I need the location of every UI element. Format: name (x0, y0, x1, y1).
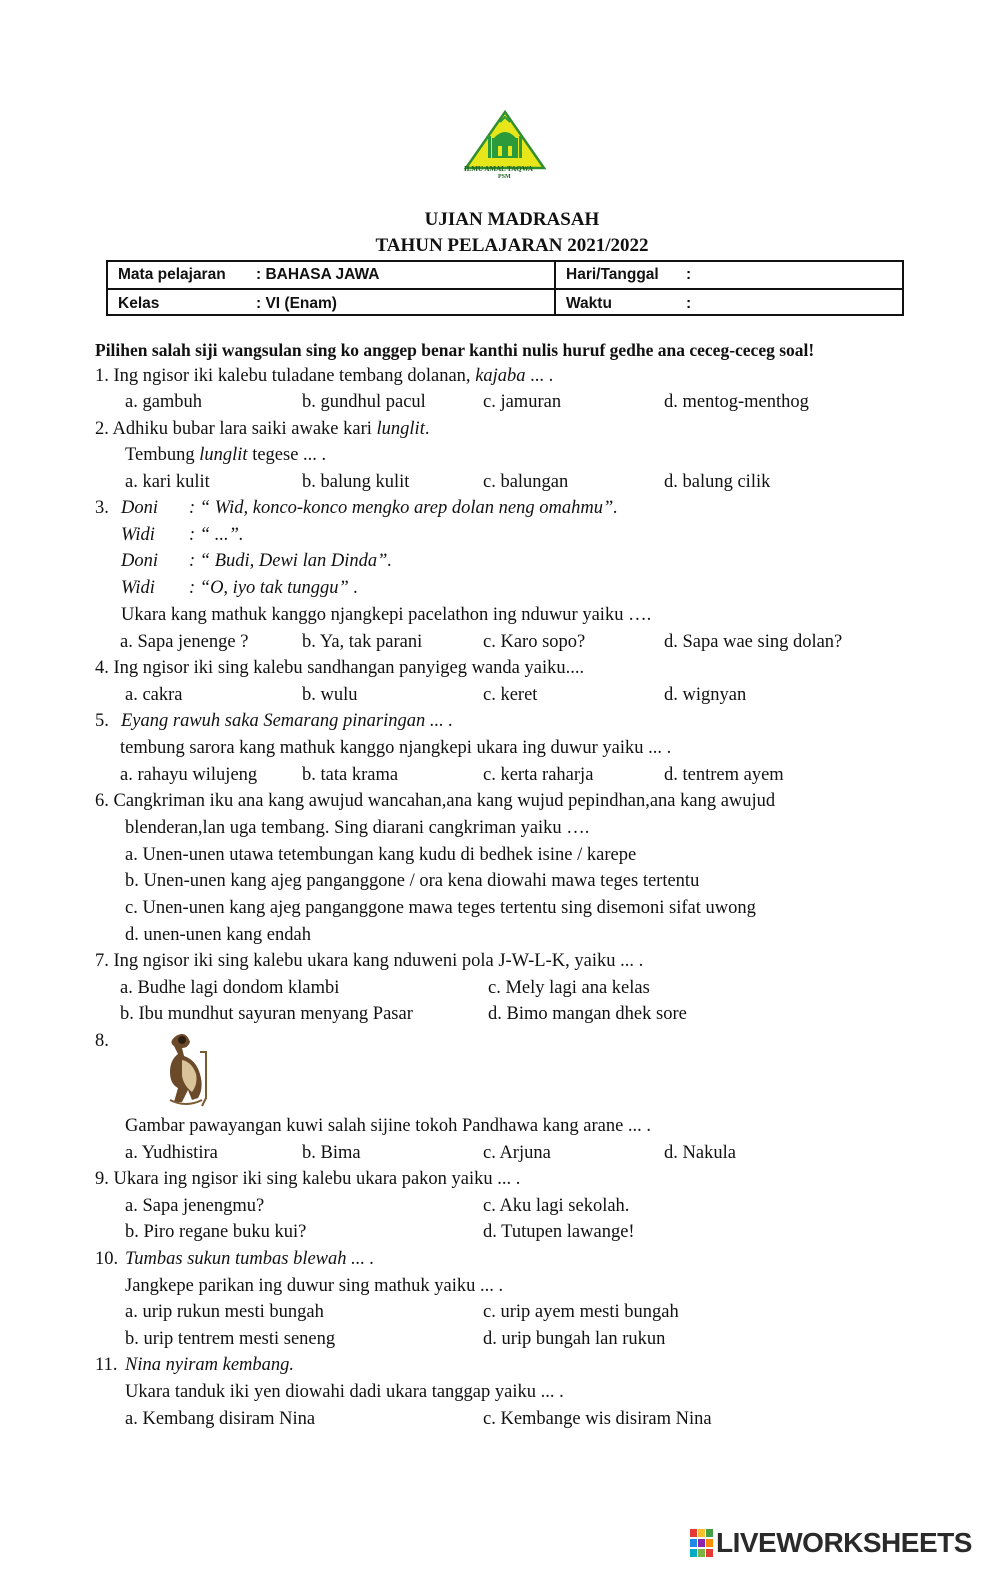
q3-dialog: : “ ...”. (189, 525, 244, 545)
class-label: Kelas (118, 295, 160, 312)
q2-line2: Tembung lunglit tegese ... . (125, 445, 327, 465)
q4-stem: 4. Ing ngisor iki sing kalebu sandhangan panyigeg wanda yaiku.... (95, 658, 585, 678)
q3-number: 3. (95, 498, 109, 518)
q2-option-a: a. kari kulit (125, 472, 210, 492)
subject-label: Mata pelajaran (118, 266, 226, 283)
academic-year: TAHUN PELAJARAN 2021/2022 (375, 235, 649, 256)
date-label: Hari/Tanggal (566, 266, 659, 283)
q3-speaker: Widi (121, 578, 155, 598)
q10-option-d: d. urip bungah lan rukun (483, 1329, 666, 1349)
q7-option-c: c. Mely lagi ana kelas (488, 978, 650, 998)
q1-option-b: b. gundhul pacul (302, 392, 426, 412)
q4-option-b: b. wulu (302, 685, 358, 705)
logo-caption: ILMU AMAL TAQWA (464, 165, 533, 173)
q10-option-b: b. urip tentrem mesti seneng (125, 1329, 336, 1349)
liveworksheets-logo[interactable] (690, 1528, 972, 1558)
q9-option-b: b. Piro regane buku kui? (125, 1222, 307, 1242)
q5-option-c: c. kerta raharja (483, 765, 594, 785)
q9-stem: 9. Ukara ing ngisor iki sing kalebu ukara pakon yaiku ... . (95, 1169, 521, 1189)
q3-dialog: : “O, iyo tak tunggu” . (189, 578, 359, 598)
q11-stem: Nina nyiram kembang. (125, 1355, 295, 1375)
q3-option-d: d. Sapa wae sing dolan? (664, 632, 843, 652)
q5-option-a: a. rahayu wilujeng (120, 765, 258, 785)
q1-stem: 1. Ing ngisor iki kalebu tuladane tembang dolanan, kajaba ... . (95, 366, 554, 386)
q3-option-c: c. Karo sopo? (483, 632, 586, 652)
q6-option-b: b. Unen-unen kang ajeg panganggone / ora kena diowahi mawa teges tertentu (125, 871, 700, 891)
q9-option-a: a. Sapa jenengmu? (125, 1196, 265, 1216)
liveworksheets-brand: LIVEWORKSHEETS (716, 1527, 972, 1558)
q1-option-d: d. mentog-menthog (664, 392, 809, 412)
q6-option-c: c. Unen-unen kang ajeg panganggone mawa teges tertentu sing disemoni sifat uwong (125, 898, 756, 918)
q10-option-a: a. urip rukun mesti bungah (125, 1302, 324, 1322)
q2-option-d: d. balung cilik (664, 472, 771, 492)
time-value: : (686, 295, 692, 312)
exam-title: UJIAN MADRASAH (424, 209, 600, 230)
q2-stem: 2. Adhiku bubar lara saiki awake kari lunglit. (95, 419, 430, 439)
q6-option-d: d. unen-unen kang endah (125, 925, 311, 945)
q3-speaker: Widi (121, 525, 155, 545)
q8-option-b: b. Bima (302, 1143, 361, 1163)
q11-option-c: c. Kembange wis disiram Nina (483, 1409, 712, 1429)
q5-stem: Eyang rawuh saka Semarang pinaringan ... . (121, 711, 453, 731)
q4-option-c: c. keret (483, 685, 538, 705)
q3-option-a: a. Sapa jenenge ? (120, 632, 249, 652)
q3-question: Ukara kang mathuk kanggo njangkepi pacelathon ing nduwur yaiku …. (121, 605, 652, 625)
q7-option-b: b. Ibu mundhut sayuran menyang Pasar (120, 1004, 413, 1024)
q3-speaker: Doni (121, 498, 158, 518)
logo-sub: PSM (498, 174, 511, 180)
q11-option-a: a. Kembang disiram Nina (125, 1409, 316, 1429)
q10-option-c: c. urip ayem mesti bungah (483, 1302, 679, 1322)
q8-option-c: c. Arjuna (483, 1143, 551, 1163)
date-value: : (686, 266, 692, 283)
liveworksheets-icon (690, 1529, 714, 1557)
q5-option-d: d. tentrem ayem (664, 765, 784, 785)
q1-option-c: c. jamuran (483, 392, 562, 412)
q6-option-a: a. Unen-unen utawa tetembungan kang kudu di bedhek isine / karepe (125, 845, 637, 865)
q8-option-d: d. Nakula (664, 1143, 736, 1163)
q3-dialog: : “ Wid, konco-konco mengko arep dolan neng omahmu”. (189, 498, 618, 518)
q11-line2: Ukara tanduk iki yen diowahi dadi ukara tanggap yaiku ... . (125, 1382, 564, 1402)
q8-number: 8. (95, 1031, 109, 1051)
q2-option-b: b. balung kulit (302, 472, 410, 492)
school-logo (462, 108, 548, 184)
q4-option-a: a. cakra (125, 685, 183, 705)
class-value: : VI (Enam) (256, 295, 337, 312)
q6-stem: 6. Cangkriman iku ana kang awujud wancahan,ana kang wujud pepindhan,ana kang awujud (95, 791, 776, 811)
q10-stem: Tumbas sukun tumbas blewah ... . (125, 1249, 375, 1269)
q6-stem-line2: blenderan,lan uga tembang. Sing diarani cangkriman yaiku …. (125, 818, 590, 838)
q7-stem: 7. Ing ngisor iki sing kalebu ukara kang nduweni pola J-W-L-K, yaiku ... . (95, 951, 644, 971)
exam-info-table (106, 260, 904, 316)
q4-option-d: d. wignyan (664, 685, 747, 705)
q3-option-b: b. Ya, tak parani (302, 632, 423, 652)
q7-option-a: a. Budhe lagi dondom klambi (120, 978, 340, 998)
q10-number: 10. (95, 1249, 119, 1269)
subject-value: : BAHASA JAWA (256, 266, 380, 283)
q2-option-c: c. balungan (483, 472, 569, 492)
q11-number: 11. (95, 1355, 118, 1375)
q9-option-d: d. Tutupen lawange! (483, 1222, 635, 1242)
q7-option-d: d. Bimo mangan dhek sore (488, 1004, 687, 1024)
time-label: Waktu (566, 295, 612, 312)
q5-line2: tembung sarora kang mathuk kanggo njangkepi ukara ing duwur yaiku ... . (120, 738, 672, 758)
q9-option-c: c. Aku lagi sekolah. (483, 1196, 630, 1216)
instruction: Pilihen salah siji wangsulan sing ko anggep benar kanthi nulis huruf gedhe ana ceceg-ceceg soal! (95, 340, 815, 360)
q5-option-b: b. tata krama (302, 765, 399, 785)
q3-speaker: Doni (121, 551, 158, 571)
q10-line2: Jangkepe parikan ing duwur sing mathuk yaiku ... . (125, 1276, 504, 1296)
q8-option-a: a. Yudhistira (125, 1143, 218, 1163)
q8-stem: Gambar pawayangan kuwi salah sijine tokoh Pandhawa kang arane ... . (125, 1116, 652, 1136)
q1-option-a: a. gambuh (125, 392, 203, 412)
q5-number: 5. (95, 711, 109, 731)
wayang-image (160, 1030, 220, 1110)
q3-dialog: : “ Budi, Dewi lan Dinda”. (189, 551, 392, 571)
